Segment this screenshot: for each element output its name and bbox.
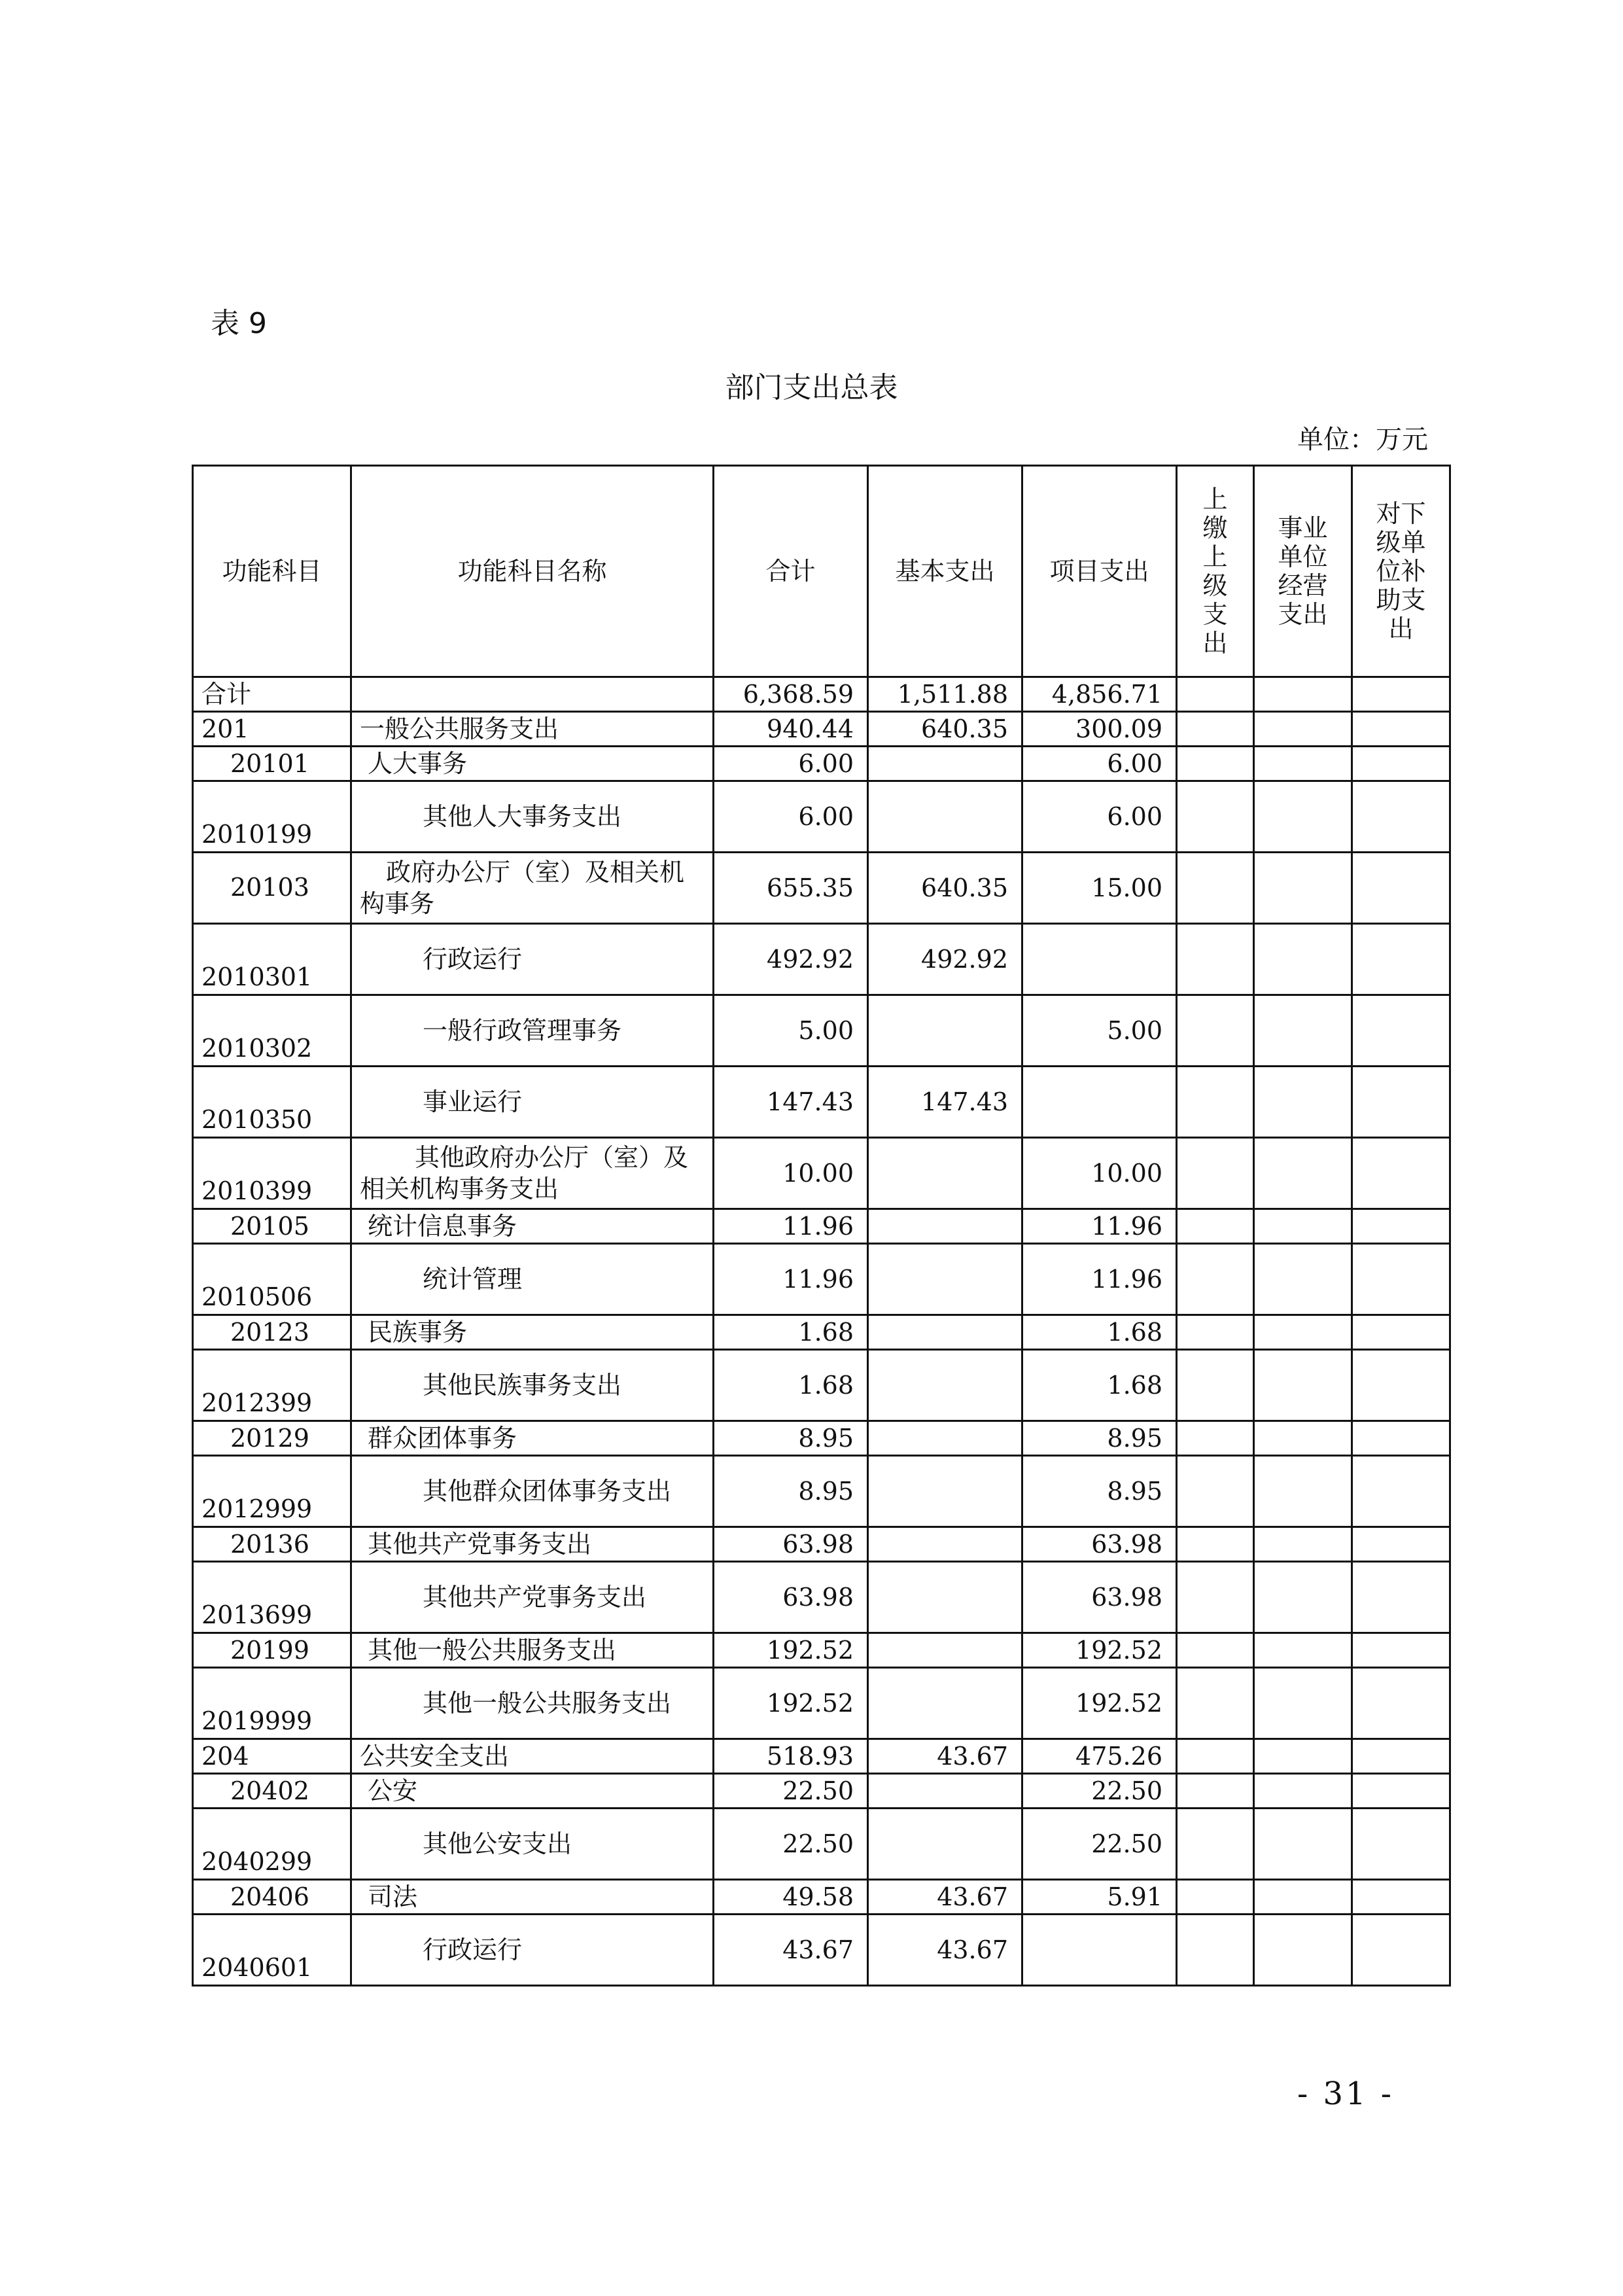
name-cell: 统计管理 xyxy=(351,1244,714,1315)
project-cell: 15.00 xyxy=(1022,853,1177,924)
project-cell: 8.95 xyxy=(1022,1456,1177,1527)
business-cell xyxy=(1254,1809,1352,1880)
table-row xyxy=(193,1209,1450,1244)
upper-cell xyxy=(1177,712,1254,747)
code-cell: 2012399 xyxy=(193,1350,351,1421)
basic-cell: 640.35 xyxy=(868,853,1022,924)
project-cell: 4,856.71 xyxy=(1022,677,1177,712)
subsidy-cell xyxy=(1352,1315,1450,1350)
table-row xyxy=(193,1668,1450,1739)
table-row xyxy=(193,712,1450,747)
total-cell: 1.68 xyxy=(714,1350,868,1421)
header-project: 项目支出 xyxy=(1022,466,1177,677)
subsidy-cell xyxy=(1352,1067,1450,1138)
project-cell: 192.52 xyxy=(1022,1633,1177,1668)
upper-cell xyxy=(1177,924,1254,995)
upper-cell xyxy=(1177,1350,1254,1421)
header-upper xyxy=(1177,466,1254,677)
name-cell: 一般行政管理事务 xyxy=(351,995,714,1067)
header-total: 合计 xyxy=(714,466,868,677)
project-cell: 11.96 xyxy=(1022,1209,1177,1244)
code-cell: 20105 xyxy=(193,1209,351,1244)
basic-cell xyxy=(868,1456,1022,1527)
code-cell: 20199 xyxy=(193,1633,351,1668)
total-cell: 147.43 xyxy=(714,1067,868,1138)
business-cell xyxy=(1254,1067,1352,1138)
table-row xyxy=(193,1244,1450,1315)
upper-cell xyxy=(1177,1315,1254,1350)
total-cell: 192.52 xyxy=(714,1633,868,1668)
code-cell: 2013699 xyxy=(193,1562,351,1633)
basic-cell xyxy=(868,747,1022,781)
project-cell: 300.09 xyxy=(1022,712,1177,747)
table-row xyxy=(193,1527,1450,1562)
business-cell xyxy=(1254,1244,1352,1315)
basic-cell xyxy=(868,1209,1022,1244)
business-cell xyxy=(1254,1562,1352,1633)
table-row xyxy=(193,1562,1450,1633)
header-business-text: 事业单位经营支出 xyxy=(1278,514,1328,629)
basic-cell: 1,511.88 xyxy=(868,677,1022,712)
upper-cell xyxy=(1177,1209,1254,1244)
project-cell: 8.95 xyxy=(1022,1421,1177,1456)
basic-cell xyxy=(868,781,1022,853)
name-cell: 一般公共服务支出 xyxy=(351,712,714,747)
table-row xyxy=(193,1315,1450,1350)
total-cell: 8.95 xyxy=(714,1421,868,1456)
table-row xyxy=(193,1350,1450,1421)
total-cell: 5.00 xyxy=(714,995,868,1067)
upper-cell xyxy=(1177,1668,1254,1739)
subsidy-cell xyxy=(1352,1668,1450,1739)
code-cell: 20103 xyxy=(193,853,351,924)
name-cell: 其他共产党事务支出 xyxy=(351,1562,714,1633)
business-cell xyxy=(1254,995,1352,1067)
upper-cell xyxy=(1177,1138,1254,1209)
basic-cell xyxy=(868,1350,1022,1421)
total-cell: 655.35 xyxy=(714,853,868,924)
table-row xyxy=(193,1421,1450,1456)
code-cell: 204 xyxy=(193,1739,351,1774)
upper-cell xyxy=(1177,1774,1254,1809)
business-cell xyxy=(1254,1209,1352,1244)
code-cell: 2012999 xyxy=(193,1456,351,1527)
name-cell: 其他公安支出 xyxy=(351,1809,714,1880)
expenditure-table xyxy=(192,465,1451,1987)
upper-cell xyxy=(1177,1527,1254,1562)
name-cell: 事业运行 xyxy=(351,1067,714,1138)
subsidy-cell xyxy=(1352,1633,1450,1668)
code-cell: 2010302 xyxy=(193,995,351,1067)
upper-cell xyxy=(1177,1244,1254,1315)
upper-cell xyxy=(1177,747,1254,781)
total-cell: 10.00 xyxy=(714,1138,868,1209)
basic-cell xyxy=(868,1809,1022,1880)
project-cell: 22.50 xyxy=(1022,1809,1177,1880)
total-cell: 6.00 xyxy=(714,781,868,853)
project-cell: 10.00 xyxy=(1022,1138,1177,1209)
subsidy-cell xyxy=(1352,1915,1450,1986)
basic-cell: 43.67 xyxy=(868,1880,1022,1915)
name-cell: 公共安全支出 xyxy=(351,1739,714,1774)
name-cell: 行政运行 xyxy=(351,924,714,995)
total-cell: 63.98 xyxy=(714,1527,868,1562)
code-cell: 20406 xyxy=(193,1880,351,1915)
basic-cell xyxy=(868,1421,1022,1456)
basic-cell xyxy=(868,1244,1022,1315)
header-basic: 基本支出 xyxy=(868,466,1022,677)
subsidy-cell xyxy=(1352,712,1450,747)
total-cell: 192.52 xyxy=(714,1668,868,1739)
code-cell: 2010506 xyxy=(193,1244,351,1315)
total-cell: 8.95 xyxy=(714,1456,868,1527)
subsidy-cell xyxy=(1352,853,1450,924)
business-cell xyxy=(1254,853,1352,924)
subsidy-cell xyxy=(1352,1527,1450,1562)
upper-cell xyxy=(1177,1067,1254,1138)
upper-cell xyxy=(1177,1739,1254,1774)
project-cell: 1.68 xyxy=(1022,1350,1177,1421)
table-row xyxy=(193,1067,1450,1138)
name-cell: 民族事务 xyxy=(351,1315,714,1350)
basic-cell: 43.67 xyxy=(868,1915,1022,1986)
code-cell: 20129 xyxy=(193,1421,351,1456)
project-cell: 5.00 xyxy=(1022,995,1177,1067)
business-cell xyxy=(1254,1915,1352,1986)
subsidy-cell xyxy=(1352,1244,1450,1315)
total-cell: 6.00 xyxy=(714,747,868,781)
total-cell: 63.98 xyxy=(714,1562,868,1633)
table-row xyxy=(193,853,1450,924)
basic-cell xyxy=(868,1774,1022,1809)
code-cell: 20402 xyxy=(193,1774,351,1809)
table-row xyxy=(193,1739,1450,1774)
total-cell: 1.68 xyxy=(714,1315,868,1350)
business-cell xyxy=(1254,781,1352,853)
business-cell xyxy=(1254,1456,1352,1527)
name-cell: 其他一般公共服务支出 xyxy=(351,1668,714,1739)
name-cell: 行政运行 xyxy=(351,1915,714,1986)
project-cell: 1.68 xyxy=(1022,1315,1177,1350)
code-cell: 20101 xyxy=(193,747,351,781)
name-cell: 统计信息事务 xyxy=(351,1209,714,1244)
subsidy-cell xyxy=(1352,677,1450,712)
upper-cell xyxy=(1177,677,1254,712)
subsidy-cell xyxy=(1352,1880,1450,1915)
project-cell xyxy=(1022,924,1177,995)
business-cell xyxy=(1254,1668,1352,1739)
total-cell: 22.50 xyxy=(714,1774,868,1809)
subsidy-cell xyxy=(1352,1456,1450,1527)
total-cell: 11.96 xyxy=(714,1209,868,1244)
table-row xyxy=(193,924,1450,995)
project-cell: 6.00 xyxy=(1022,781,1177,853)
project-cell xyxy=(1022,1915,1177,1986)
code-cell: 2010399 xyxy=(193,1138,351,1209)
total-cell: 492.92 xyxy=(714,924,868,995)
table-row xyxy=(193,1138,1450,1209)
total-cell: 49.58 xyxy=(714,1880,868,1915)
table-row xyxy=(193,1774,1450,1809)
basic-cell xyxy=(868,995,1022,1067)
basic-cell: 43.67 xyxy=(868,1739,1022,1774)
table-row xyxy=(193,1880,1450,1915)
business-cell xyxy=(1254,712,1352,747)
code-cell: 201 xyxy=(193,712,351,747)
upper-cell xyxy=(1177,1880,1254,1915)
table-row xyxy=(193,1456,1450,1527)
upper-cell xyxy=(1177,1456,1254,1527)
code-cell: 20136 xyxy=(193,1527,351,1562)
project-cell xyxy=(1022,1067,1177,1138)
upper-cell xyxy=(1177,853,1254,924)
code-cell: 2010301 xyxy=(193,924,351,995)
table-row xyxy=(193,781,1450,853)
total-cell: 43.67 xyxy=(714,1915,868,1986)
subsidy-cell xyxy=(1352,1562,1450,1633)
name-cell: 其他共产党事务支出 xyxy=(351,1527,714,1562)
name-cell: 其他民族事务支出 xyxy=(351,1350,714,1421)
header-subsidy-text: 对下级单位补助支出 xyxy=(1376,499,1426,643)
page-number: - 31 - xyxy=(1297,2075,1394,2112)
project-cell: 6.00 xyxy=(1022,747,1177,781)
project-cell: 475.26 xyxy=(1022,1739,1177,1774)
subsidy-cell xyxy=(1352,1350,1450,1421)
business-cell xyxy=(1254,1350,1352,1421)
table-row xyxy=(193,747,1450,781)
table-row xyxy=(193,1809,1450,1880)
name-cell: 人大事务 xyxy=(351,747,714,781)
code-cell: 2040299 xyxy=(193,1809,351,1880)
header-row xyxy=(193,466,1450,677)
business-cell xyxy=(1254,1739,1352,1774)
project-cell: 5.91 xyxy=(1022,1880,1177,1915)
basic-cell: 640.35 xyxy=(868,712,1022,747)
table-label: 表 9 xyxy=(211,307,267,340)
code-cell: 2010350 xyxy=(193,1067,351,1138)
total-cell: 940.44 xyxy=(714,712,868,747)
business-cell xyxy=(1254,747,1352,781)
table-row xyxy=(193,677,1450,712)
subsidy-cell xyxy=(1352,924,1450,995)
business-cell xyxy=(1254,677,1352,712)
basic-cell xyxy=(868,1668,1022,1739)
upper-cell xyxy=(1177,995,1254,1067)
code-cell: 2040601 xyxy=(193,1915,351,1986)
code-cell: 合计 xyxy=(193,677,351,712)
subsidy-cell xyxy=(1352,781,1450,853)
subsidy-cell xyxy=(1352,1774,1450,1809)
basic-cell xyxy=(868,1633,1022,1668)
project-cell: 63.98 xyxy=(1022,1562,1177,1633)
subsidy-cell xyxy=(1352,995,1450,1067)
name-cell xyxy=(351,677,714,712)
name-cell: 司法 xyxy=(351,1880,714,1915)
code-cell: 2010199 xyxy=(193,781,351,853)
name-cell: 政府办公厅（室）及相关机构事务 xyxy=(351,853,714,924)
upper-cell xyxy=(1177,1809,1254,1880)
header-business xyxy=(1254,466,1352,677)
basic-cell: 492.92 xyxy=(868,924,1022,995)
subsidy-cell xyxy=(1352,1739,1450,1774)
code-cell: 20123 xyxy=(193,1315,351,1350)
total-cell: 11.96 xyxy=(714,1244,868,1315)
business-cell xyxy=(1254,1633,1352,1668)
upper-cell xyxy=(1177,1421,1254,1456)
page-title: 部门支出总表 xyxy=(725,371,898,404)
subsidy-cell xyxy=(1352,1421,1450,1456)
name-cell: 公安 xyxy=(351,1774,714,1809)
business-cell xyxy=(1254,1421,1352,1456)
basic-cell xyxy=(868,1562,1022,1633)
code-cell: 2019999 xyxy=(193,1668,351,1739)
table-row xyxy=(193,995,1450,1067)
basic-cell xyxy=(868,1315,1022,1350)
unit-label: 单位：万元 xyxy=(1297,425,1428,455)
table-row xyxy=(193,1633,1450,1668)
business-cell xyxy=(1254,1138,1352,1209)
project-cell: 11.96 xyxy=(1022,1244,1177,1315)
name-cell: 其他政府办公厅（室）及相关机构事务支出 xyxy=(351,1138,714,1209)
subsidy-cell xyxy=(1352,1809,1450,1880)
upper-cell xyxy=(1177,781,1254,853)
total-cell: 518.93 xyxy=(714,1739,868,1774)
business-cell xyxy=(1254,924,1352,995)
business-cell xyxy=(1254,1315,1352,1350)
subsidy-cell xyxy=(1352,1138,1450,1209)
upper-cell xyxy=(1177,1562,1254,1633)
subsidy-cell xyxy=(1352,1209,1450,1244)
name-cell: 其他人大事务支出 xyxy=(351,781,714,853)
header-upper-text: 上缴上级支出 xyxy=(1202,485,1228,658)
business-cell xyxy=(1254,1774,1352,1809)
basic-cell xyxy=(868,1138,1022,1209)
name-cell: 其他群众团体事务支出 xyxy=(351,1456,714,1527)
upper-cell xyxy=(1177,1633,1254,1668)
subsidy-cell xyxy=(1352,747,1450,781)
business-cell xyxy=(1254,1527,1352,1562)
basic-cell xyxy=(868,1527,1022,1562)
name-cell: 其他一般公共服务支出 xyxy=(351,1633,714,1668)
business-cell xyxy=(1254,1880,1352,1915)
project-cell: 192.52 xyxy=(1022,1668,1177,1739)
project-cell: 63.98 xyxy=(1022,1527,1177,1562)
table-row xyxy=(193,1915,1450,1986)
header-code: 功能科目 xyxy=(193,466,351,677)
project-cell: 22.50 xyxy=(1022,1774,1177,1809)
total-cell: 6,368.59 xyxy=(714,677,868,712)
name-cell: 群众团体事务 xyxy=(351,1421,714,1456)
upper-cell xyxy=(1177,1915,1254,1986)
header-name: 功能科目名称 xyxy=(351,466,714,677)
header-subsidy xyxy=(1352,466,1450,677)
basic-cell: 147.43 xyxy=(868,1067,1022,1138)
total-cell: 22.50 xyxy=(714,1809,868,1880)
